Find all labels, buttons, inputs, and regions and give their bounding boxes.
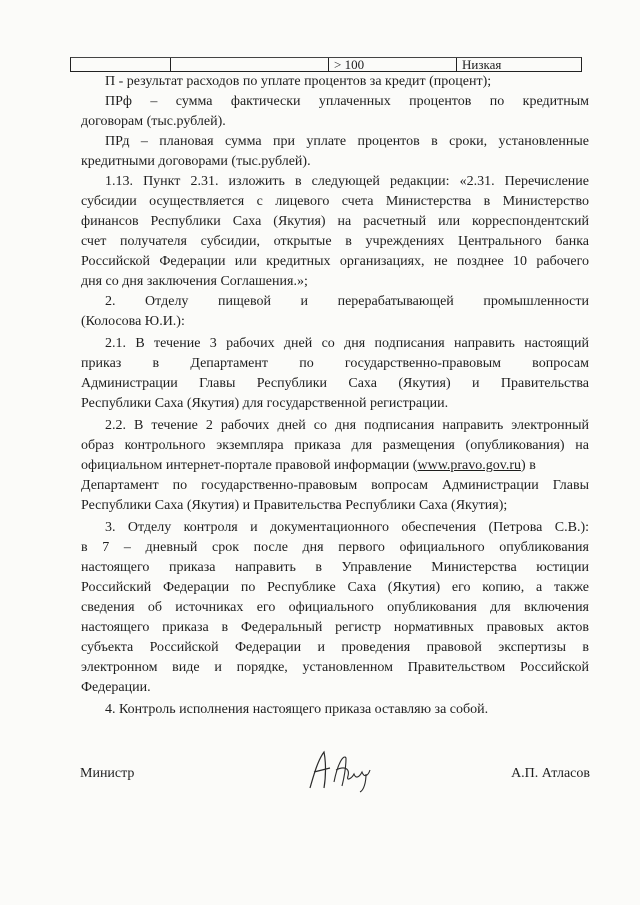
clause-2-2-line: Департамент по государственно-правовым вопросам Администрации Главы: [81, 478, 589, 493]
definition-p: П - результат расходов по уплате процентов за кредит (процент);: [105, 74, 492, 89]
table-cell: [171, 58, 329, 71]
clause-2: 2. Отделу пищевой и перерабатывающей промышленности: [105, 294, 589, 309]
portal-text-end: ) в: [521, 458, 536, 473]
clause-1-13-line: Российской Федерации или кредитных организациях, не позднее 10 рабочего: [81, 254, 589, 269]
signatory-title: Министр: [80, 766, 135, 781]
clause-3-line: субъекта Российской Федерации и проведения правовой экспертизы в: [81, 640, 589, 655]
table-cell: > 100: [329, 58, 457, 71]
clause-3-line: настоящего приказа в Федеральный регистр нормативных правовых актов: [81, 620, 589, 635]
clause-2-2-line: Республики Саха (Якутия) и Правительства Республики Саха (Якутия);: [81, 498, 508, 513]
definition-prf: ПРф – сумма фактически уплаченных процентов по кредитным: [105, 94, 589, 109]
clause-3-line: сведения об источниках его официального опубликования для включения: [81, 600, 589, 615]
pravo-link[interactable]: www.pravo.gov.ru: [417, 458, 522, 473]
clause-3-line: Федерации.: [81, 680, 151, 695]
clause-2-1-line: Республики Саха (Якутия) для государственной регистрации.: [81, 396, 449, 411]
clause-1-13-line: дня со дня заключения Соглашения.»;: [81, 274, 308, 289]
clause-1-13-line: субсидии осуществляется с лицевого счета Министерства в Министерство: [81, 194, 589, 209]
clause-2-2-line: образ контрольного экземпляра приказа для размещения (опубликования) на: [81, 438, 589, 453]
signatory-name: А.П. Атласов: [511, 766, 590, 781]
definition-prd-cont: кредитными договорами (тыс.рублей).: [81, 154, 311, 169]
clause-2-2: 2.2. В течение 2 рабочих дней со дня подписания направить электронный: [105, 418, 589, 433]
clause-3-line: Российский Федерации по Республике Саха (Якутия) его копию, а также: [81, 580, 589, 595]
clause-3-line: электронном виде и порядке, установленном Правительством Российской: [81, 660, 589, 675]
clause-2-1-line: Администрации Главы Республики Саха (Якутия) и Правительства: [81, 376, 589, 391]
clause-3-line: настоящего приказа направить в Управление Министерства юстиции: [81, 560, 589, 575]
handwritten-signature: [300, 748, 380, 794]
clause-3-line: в 7 – дневный срок после дня первого официального опубликования: [81, 540, 589, 555]
clause-1-13-line: счет получателя субсидии, открытые в учреждениях Центрального банка: [81, 234, 589, 249]
portal-text: официальном интернет-портале правовой информации (: [81, 458, 418, 473]
clause-2-2-line: [81, 456, 589, 476]
clause-1-13: 1.13. Пункт 2.31. изложить в следующей редакции: «2.31. Перечисление: [105, 174, 589, 189]
clause-2-1: 2.1. В течение 3 рабочих дней со дня подписания направить настоящий: [105, 336, 589, 351]
definition-prf-cont: договорам (тыс.рублей).: [81, 114, 226, 129]
signature-block: [80, 762, 590, 792]
clause-2-1-line: приказ в Департамент по государственно-правовым вопросам: [81, 356, 589, 371]
definition-prd: ПРд – плановая сумма при уплате процентов в сроки, установленные: [105, 134, 589, 149]
table-row: [70, 57, 582, 72]
table-cell: Низкая: [462, 57, 502, 72]
clause-4: 4. Контроль исполнения настоящего приказа оставляю за собой.: [105, 702, 489, 717]
table-cell: [71, 58, 171, 71]
clause-2-cont: (Колосова Ю.И.):: [81, 314, 185, 329]
clause-3: 3. Отделу контроля и документационного обеспечения (Петрова С.В.):: [105, 520, 589, 535]
clause-1-13-line: финансов Республики Саха (Якутия) на расчетный или корреспондентский: [81, 214, 589, 229]
